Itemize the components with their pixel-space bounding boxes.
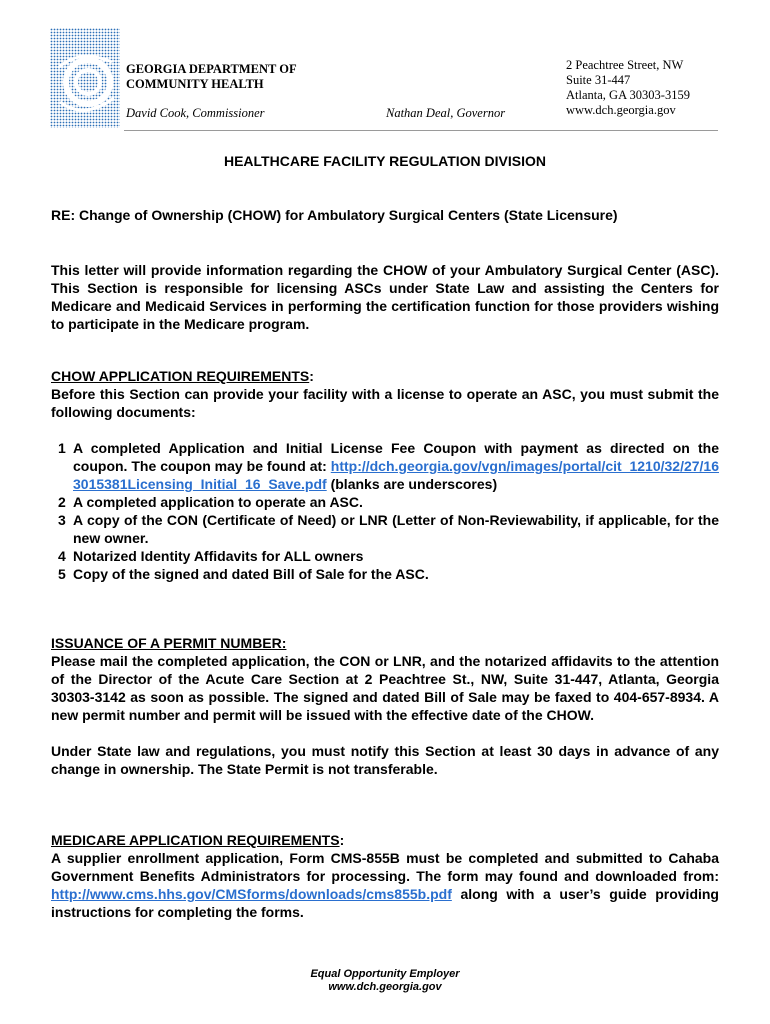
list-item-number: 4	[58, 548, 66, 564]
coupon-link[interactable]: http://dch.georgia.gov/vgn/images/portal/cit_1210/32/27/163015381Licensing_Initial_16_Save.pdf	[73, 458, 719, 492]
list-item-number: 2	[58, 494, 66, 510]
medicare-heading-colon: :	[339, 832, 345, 848]
medicare-body-end: along with a user’s guide providing instructions for completing the forms.	[51, 886, 719, 920]
dch-logo-icon	[50, 28, 120, 128]
list-item-text: A completed Application and Initial License Fee Coupon with payment as directed on the coupon. The coupon may be found at:	[73, 440, 719, 474]
list-item-text: A completed application to operate an ASC.	[73, 494, 363, 510]
list-item-number: 1	[58, 440, 66, 456]
address-line-1: 2 Peachtree Street, NW	[566, 58, 684, 72]
chow-heading-colon: :	[309, 368, 314, 384]
medicare-body	[51, 849, 719, 921]
list-item-text: Notarized Identity Affidavits for ALL owners	[73, 548, 364, 564]
chow-intro: Before this Section can provide your facility with a license to operate an ASC, you must submit the following documents:	[51, 386, 719, 420]
agency-line-1: GEORGIA DEPARTMENT OF	[126, 62, 297, 76]
commissioner-name: David Cook, Commissioner	[126, 106, 265, 120]
list-item	[51, 493, 719, 511]
permit-notice: Under State law and regulations, you must notify this Section at least 30 days in advance of any change in ownership. The State Permit is not transferable.	[51, 743, 719, 777]
chow-heading: CHOW APPLICATION REQUIREMENTS	[51, 368, 310, 384]
permit-heading: ISSUANCE OF A PERMIT NUMBER:	[51, 635, 287, 651]
list-item-text: A copy of the CON (Certificate of Need) or LNR (Letter of Non-Reviewability, if applicable, for the new owner.	[73, 512, 719, 546]
medicare-heading: MEDICARE APPLICATION REQUIREMENTS	[51, 832, 340, 848]
agency-line-2: COMMUNITY HEALTH	[126, 77, 264, 91]
list-item	[51, 565, 719, 583]
medicare-body-text: A supplier enrollment application, Form CMS-855B must be completed and submitted to Cahaba Government Benefits Administrators for processing. The form may found and downloaded from:	[51, 850, 719, 884]
footer-eoe: Equal Opportunity Employer	[310, 968, 460, 980]
agency-website: www.dch.georgia.gov	[566, 103, 676, 117]
header-divider	[124, 130, 718, 131]
governor-name: Nathan Deal, Governor	[386, 106, 506, 120]
address-line-2: Suite 31-447	[566, 73, 631, 87]
agency-address	[566, 58, 690, 118]
list-item-text: Copy of the signed and dated Bill of Sale for the ASC.	[73, 566, 429, 582]
footer-website: www.dch.georgia.gov	[328, 981, 442, 993]
chow-section	[51, 367, 719, 583]
re-line: RE: Change of Ownership (CHOW) for Ambulatory Surgical Centers (State Licensure)	[51, 207, 618, 223]
list-item-note: (blanks are underscores)	[326, 476, 498, 492]
list-item	[51, 547, 719, 565]
division-title: HEALTHCARE FACILITY REGULATION DIVISION	[223, 153, 546, 169]
intro-paragraph: This letter will provide information regarding the CHOW of your Ambulatory Surgical Center (ASC). This Section is responsible for licensing ASCs under State Law and assisting the Centers for Medicare and Medicaid Services in performing the certification function for those providers wishing to participate in the Medicare program.	[51, 262, 719, 332]
requirements-list	[51, 439, 719, 583]
agency-name	[126, 62, 386, 92]
address-line-3: Atlanta, GA 30303-3159	[566, 88, 690, 102]
permit-section	[51, 634, 719, 778]
list-item-number: 3	[58, 512, 66, 528]
medicare-section	[51, 831, 719, 921]
page-footer	[0, 968, 770, 994]
list-item	[51, 511, 719, 547]
list-item-number: 5	[58, 566, 66, 582]
list-item	[51, 439, 719, 493]
cms855b-link[interactable]: http://www.cms.hhs.gov/CMSforms/downloads/cms855b.pdf	[51, 886, 452, 902]
permit-body: Please mail the completed application, the CON or LNR, and the notarized affidavits to the attention of the Director of the Acute Care Section at 2 Peachtree St., NW, Suite 31-447, Atlanta, Georgia 30303-3142 as soon as possible. The signed and dated Bill of Sale may be faxed to 404-657-8934. A new permit number and permit will be issued with the effective date of the CHOW.	[51, 653, 719, 723]
